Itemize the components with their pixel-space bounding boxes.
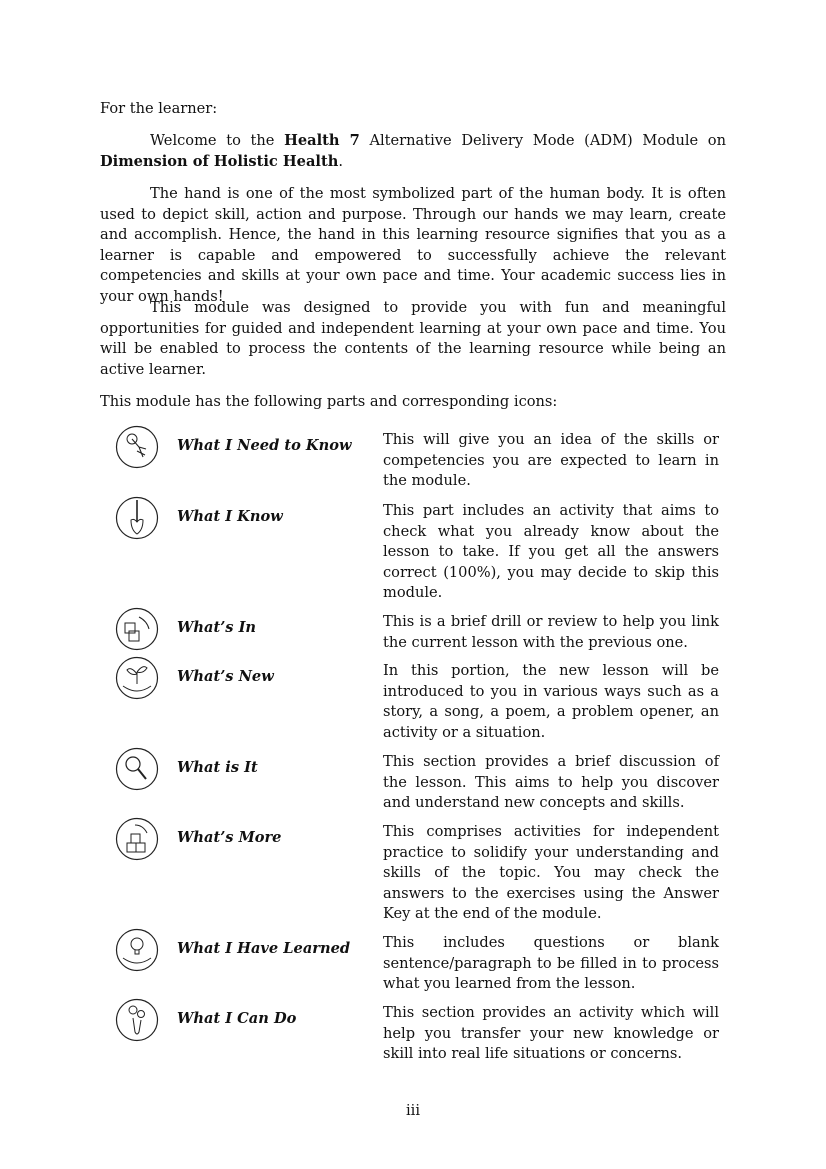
subject-name: Health 7: [284, 132, 360, 149]
design-paragraph: This module was designed to provide you with fun and meaningful opportunities for guided and independent learning at your own pace and time. You will be enabled to process the contents of the learning resource while being an active learner.: [100, 299, 726, 378]
part-label: What’s In: [177, 619, 257, 636]
hand-holding-pencil-icon: [115, 496, 159, 540]
part-label: What I Need to Know: [177, 437, 352, 454]
part-label: What I Know: [177, 508, 283, 525]
part-label: What I Have Learned: [177, 940, 351, 957]
welcome-suffix: .: [338, 152, 343, 170]
part-description: In this portion, the new lesson will be introduced to you in various ways such as a story, a song, a poem, a problem opener, an activity or a situation.: [383, 662, 719, 741]
welcome-paragraph: [100, 131, 726, 172]
part-description: This includes questions or blank sentence/paragraph to be filled in to process what you learned from the lesson.: [383, 934, 719, 993]
hand-with-sprout-icon: [115, 656, 159, 700]
pointing-hand-icon: [115, 425, 159, 469]
hand-with-gears-icon: [115, 998, 159, 1042]
welcome-middle: Alternative Delivery Mode (ADM) Module on: [359, 132, 726, 149]
part-description: This will give you an idea of the skills or competencies you are expected to learn in the module.: [383, 431, 719, 490]
greeting: For the learner:: [100, 100, 218, 117]
part-description: This part includes an activity that aims to check what you already know about the lesson to take. If you get all the answers correct (100%), you may decide to skip this module.: [383, 502, 719, 602]
magnifying-glass-icon: [115, 747, 159, 791]
part-description: This comprises activities for independent practice to solidify your understanding and skills of the topic. You may check the answers to the exercises using the Answer Key at the end of the module.: [383, 823, 719, 923]
hand-with-blocks-icon: [115, 817, 159, 861]
hand-with-lightbulb-icon: [115, 928, 159, 972]
hand-with-puzzle-icon: [115, 607, 159, 651]
part-label: What is It: [177, 759, 258, 776]
parts-intro: This module has the following parts and corresponding icons:: [100, 393, 558, 410]
page-number: iii: [405, 1102, 420, 1119]
hand-paragraph: The hand is one of the most symbolized part of the human body. It is often used to depict skill, action and purpose. Through our hands we may learn, create and accomplish. Hence, the hand in this learning resource signifies that you as a learner is capable and empowered to successfully achieve the relevant competencies and skills at your own pace and time. Your academic success lies in your own hands!: [100, 185, 726, 305]
part-description: This is a brief drill or review to help you link the current lesson with the previous one.: [383, 613, 719, 651]
part-description: This section provides an activity which will help you transfer your new knowledge or skill into real life situations or concerns.: [383, 1004, 719, 1063]
part-description: This section provides a brief discussion of the lesson. This aims to help you discover and understand new concepts and skills.: [383, 753, 719, 812]
module-title: Dimension of Holistic Health: [100, 152, 339, 170]
welcome-prefix: Welcome to the: [150, 132, 285, 149]
part-label: What’s More: [177, 829, 282, 846]
part-label: What’s New: [177, 668, 274, 685]
part-label: What I Can Do: [177, 1010, 297, 1027]
